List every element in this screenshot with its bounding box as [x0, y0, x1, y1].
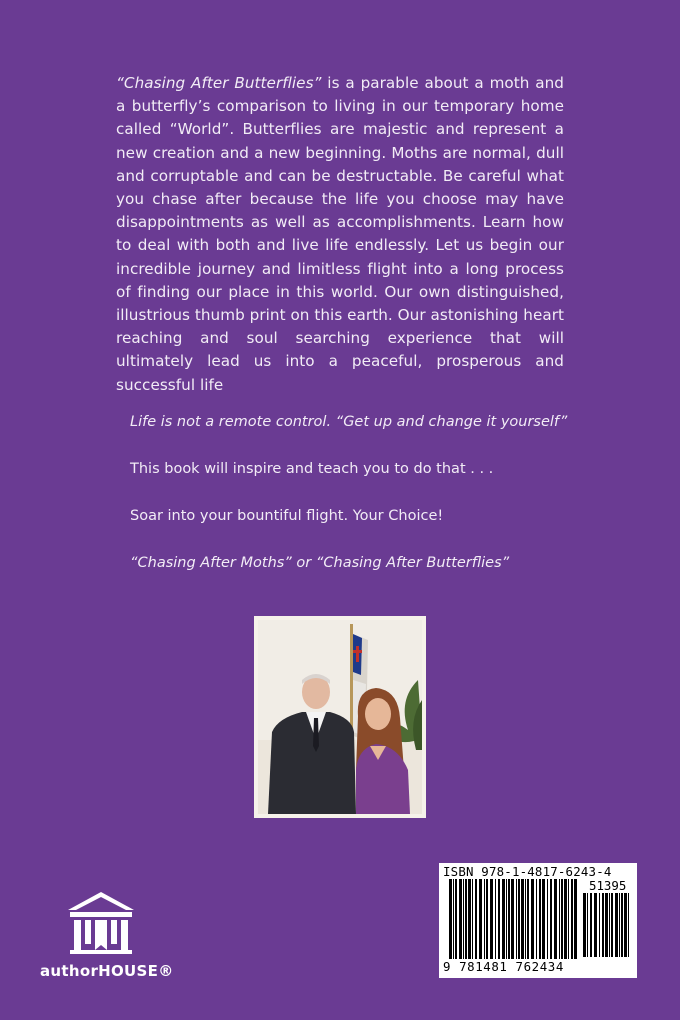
barcode-bar	[521, 879, 524, 959]
ean-digits: 9 781481 762434	[443, 959, 564, 974]
barcode-bar	[550, 879, 552, 959]
barcode-bar	[516, 879, 517, 959]
isbn-barcode	[439, 863, 637, 978]
barcode-bar	[506, 879, 507, 959]
barcode-bar	[568, 879, 569, 959]
house-book-icon	[66, 890, 136, 956]
barcode-bar	[486, 879, 488, 959]
price-code: 51395	[589, 878, 627, 893]
barcode-bar	[525, 879, 526, 959]
barcode-bar	[628, 893, 629, 957]
barcode-bar	[472, 879, 473, 959]
quote-remote-control: Life is not a remote control. “Get up and change it yourself”	[130, 414, 568, 430]
barcode-bar	[619, 893, 620, 957]
ean-barcode-bars	[449, 879, 577, 959]
barcode-bar	[602, 893, 604, 957]
barcode-bar	[574, 879, 577, 959]
isbn-number: ISBN 978-1-4817-6243-4	[443, 864, 612, 879]
barcode-bar	[475, 879, 477, 959]
barcode-bar	[468, 879, 471, 959]
barcode-bar	[453, 879, 454, 959]
barcode-bar	[484, 879, 485, 959]
barcode-bar	[502, 879, 505, 959]
barcode-bar	[621, 893, 623, 957]
barcode-bar	[609, 893, 610, 957]
barcode-bar	[594, 893, 597, 957]
barcode-bar	[518, 879, 520, 959]
barcode-bar	[463, 879, 464, 959]
barcode-bar	[531, 879, 534, 959]
barcode-bar	[624, 893, 627, 957]
barcode-bar	[611, 893, 613, 957]
barcode-bar	[542, 879, 545, 959]
barcode-bar	[498, 879, 500, 959]
barcode-bar	[459, 879, 462, 959]
price-barcode-bars	[583, 893, 629, 957]
barcode-bar	[490, 879, 493, 959]
quote-soar: Soar into your bountiful flight. Your Choice!	[130, 508, 444, 524]
barcode-bar	[571, 879, 573, 959]
quotes-block	[130, 413, 600, 601]
author-photo-image	[258, 620, 422, 814]
barcode-bar	[564, 879, 567, 959]
barcode-bar	[605, 893, 608, 957]
barcode-bar	[547, 879, 548, 959]
barcode-bar	[583, 893, 586, 957]
author-photo	[254, 616, 426, 818]
barcode-bar	[554, 879, 557, 959]
barcode-bar	[615, 893, 618, 957]
blurb-book-title: “Chasing After Butterflies”	[116, 74, 322, 92]
barcode-bar	[587, 893, 588, 957]
blurb-body: is a parable about a moth and a butterfly’s comparison to living in our temporary home called “World”. Butterflies are majestic and represent a new creation and a new beginning. Moths are normal, dull and corruptable and can be destructable. Be careful what you chase after because the life you choose may have disappointments as well as accomplishments. Learn how to deal with both and live life endlessly. Let us begin our incredible journey and limitless flight into a long process of finding our place in this world. Our own distinguished, illustrious thumb print on this earth. Our astonishing heart reaching and soul searching experience that will ultimately lead us into a peaceful, prosperous and successful life	[116, 74, 564, 394]
barcode-bar	[599, 893, 600, 957]
barcode-bar	[449, 879, 452, 959]
barcode-bar	[527, 879, 529, 959]
barcode-bar	[559, 879, 560, 959]
barcode-bar	[539, 879, 541, 959]
publisher-name: authorHOUSE®	[40, 962, 174, 980]
barcode-bar	[536, 879, 537, 959]
quote-moths-or-butterflies: “Chasing After Moths” or “Chasing After Butterflies”	[130, 555, 510, 571]
quote-inspire: This book will inspire and teach you to do that . . .	[130, 461, 494, 477]
back-cover-blurb	[116, 72, 564, 397]
barcode-bar	[508, 879, 510, 959]
barcode-bar	[561, 879, 563, 959]
barcode-bar	[590, 893, 592, 957]
barcode-bar	[511, 879, 514, 959]
barcode-bar	[479, 879, 482, 959]
barcode-bar	[455, 879, 457, 959]
barcode-bar	[495, 879, 496, 959]
barcode-bar	[465, 879, 467, 959]
